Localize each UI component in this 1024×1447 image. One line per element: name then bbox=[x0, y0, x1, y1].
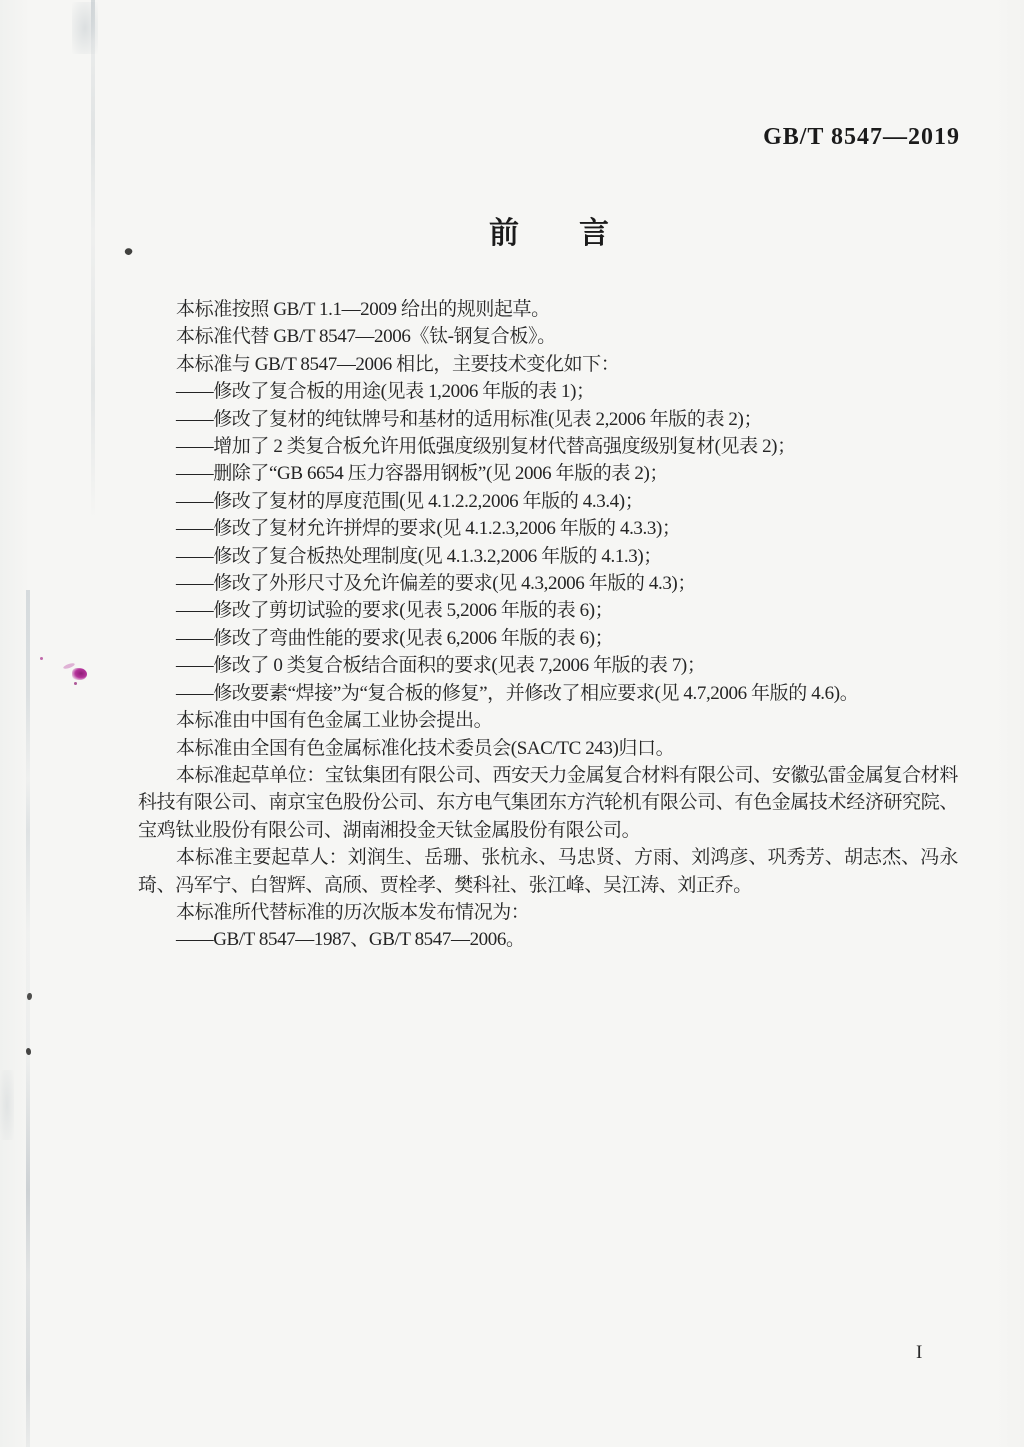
paragraph-dash: ——修改了 0 类复合板结合面积的要求(见表 7,2006 年版的表 7)； bbox=[176, 655, 706, 677]
paragraph-dash: ——GB/T 8547—1987、GB/T 8547—2006。 bbox=[176, 929, 525, 951]
paragraph-dash: ——修改了外形尺寸及允许偏差的要求(见 4.3,2006 年版的 4.3)； bbox=[176, 573, 696, 595]
paragraph-dash: ——修改要素“焊接”为“复合板的修复”，并修改了相应要求(见 4.7,2006 年版的 4.6)。 bbox=[176, 682, 859, 704]
paragraph-body: 本标准所代替标准的历次版本发布情况为： bbox=[176, 901, 530, 923]
paragraph-body: 本标准由全国有色金属标准化技术委员会(SAC/TC 243)归口。 bbox=[176, 737, 675, 759]
paragraph-dash: ——修改了弯曲性能的要求(见表 6,2006 年版的表 6)； bbox=[176, 627, 614, 649]
foreword-body bbox=[138, 296, 958, 954]
standard-code: GB/T 8547—2019 bbox=[763, 124, 960, 150]
paragraph-dash: ——修改了复合板的用途(见表 1,2006 年版的表 1)； bbox=[176, 381, 595, 403]
paragraph-body: 本标准与 GB/T 8547—2006 相比，主要技术变化如下： bbox=[176, 353, 620, 375]
scan-smudge-left bbox=[0, 1070, 14, 1140]
page-title: 前 言 bbox=[489, 217, 609, 250]
paragraph-dash: ——增加了 2 类复合板允许用低强度级别复材代替高强度级别复材(见表 2)； bbox=[176, 436, 796, 458]
scan-fold-streak-top bbox=[91, 0, 95, 520]
pink-ink-wisp bbox=[63, 662, 76, 670]
pink-ink-dot bbox=[74, 682, 77, 685]
pink-ink-mark bbox=[72, 668, 87, 680]
scan-smudge-top bbox=[72, 2, 98, 54]
ink-dot bbox=[27, 993, 32, 1000]
paragraph-body: 本标准起草单位：宝钛集团有限公司、西安天力金属复合材料有限公司、安徽弘雷金属复合材料科技有限公司、南京宝色股份公司、东方电气集团东方汽轮机有限公司、有色金属技术经济研究院、宝鸡钛业股份有限公司、湖南湘投金天钛金属股份有限公司。 bbox=[138, 764, 958, 841]
paragraph-dash: ——修改了复材允许拼焊的要求(见 4.1.2.3,2006 年版的 4.3.3)； bbox=[176, 518, 681, 540]
paragraph-dash: ——修改了复材的厚度范围(见 4.1.2.2,2006 年版的 4.3.4)； bbox=[176, 490, 644, 512]
paragraph-body: 本标准按照 GB/T 1.1—2009 给出的规则起草。 bbox=[176, 299, 550, 320]
scan-fold-streak-bottom bbox=[26, 590, 30, 1447]
paragraph-dash: ——删除了“GB 6654 压力容器用钢板”(见 2006 年版的表 2)； bbox=[176, 463, 668, 485]
paragraph-body: 本标准主要起草人：刘润生、岳珊、张杭永、马忠贤、方雨、刘鸿彦、巩秀芳、胡志杰、冯永琦、冯军宁、白智辉、高颀、贾栓孝、樊科社、张江峰、吴江涛、刘正乔。 bbox=[138, 847, 958, 896]
page-number: I bbox=[916, 1342, 923, 1363]
paragraph-dash: ——修改了复材的纯钛牌号和基材的适用标准(见表 2,2006 年版的表 2)； bbox=[176, 408, 763, 430]
ink-dot bbox=[26, 1048, 31, 1055]
paragraph-dash: ——修改了复合板热处理制度(见 4.1.3.2,2006 年版的 4.1.3)； bbox=[176, 545, 662, 567]
pink-ink-dot bbox=[40, 657, 43, 660]
paragraph-body: 本标准代替 GB/T 8547—2006《钛-钢复合板》。 bbox=[176, 326, 556, 348]
paragraph-body: 本标准由中国有色金属工业协会提出。 bbox=[176, 710, 493, 732]
ink-speck bbox=[124, 247, 134, 257]
paragraph-dash: ——修改了剪切试验的要求(见表 5,2006 年版的表 6)； bbox=[176, 600, 614, 622]
